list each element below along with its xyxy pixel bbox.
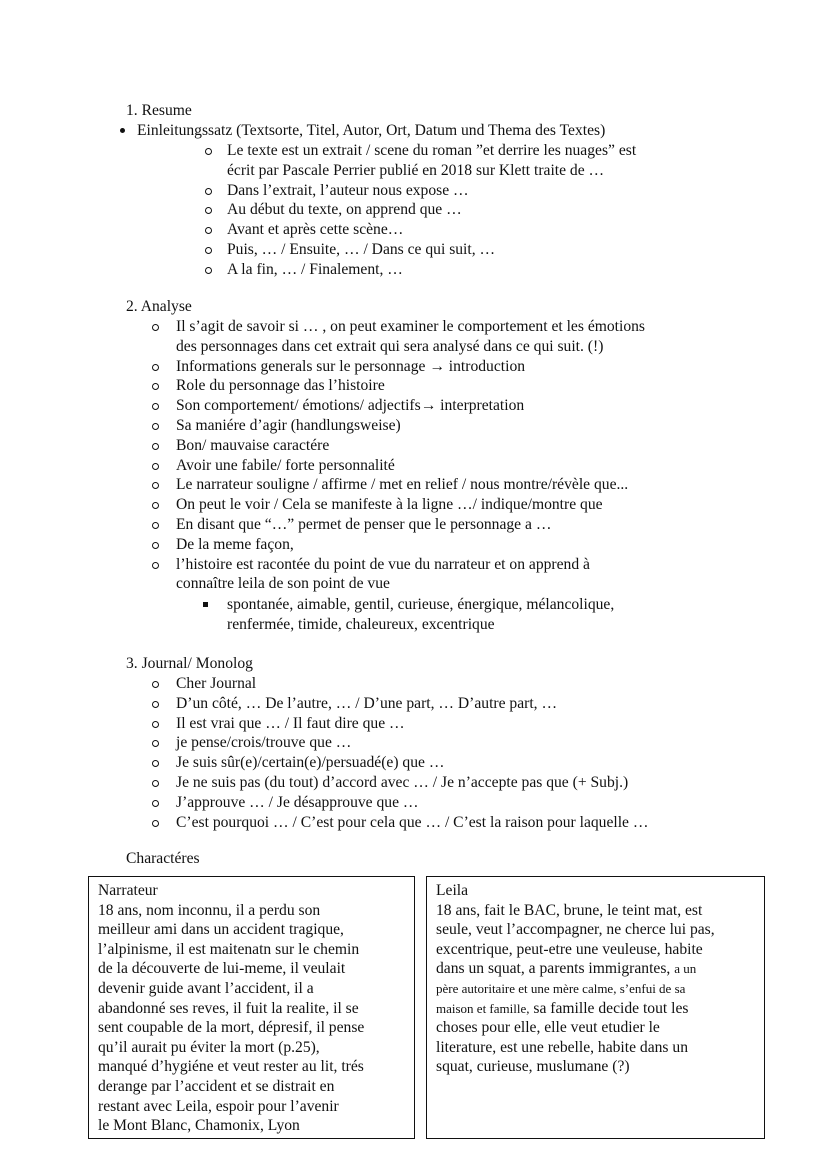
- circle-bullet-icon: [152, 780, 159, 787]
- list-item-text: Il s’agit de savoir si … , on peut examiner le comportement et les émotions: [176, 318, 645, 335]
- list-item: [152, 555, 645, 575]
- circle-bullet-icon: [205, 227, 212, 234]
- narrateur-line: restant avec Leila, espoir pour l’avenir: [98, 1097, 339, 1115]
- circle-bullet-icon: [205, 188, 212, 195]
- leila-line: père autoritaire et une mère calme, s’enfui de sa: [436, 980, 686, 996]
- list-item: [152, 337, 645, 357]
- list-item: [152, 376, 645, 396]
- list-item: [152, 773, 648, 793]
- list-item: [205, 260, 636, 280]
- list-item-text: Je suis sûr(e)/certain(e)/persuadé(e) que …: [176, 754, 445, 772]
- list-item: [152, 416, 645, 436]
- list-item: [152, 317, 645, 337]
- list-item-text: l’histoire est racontée du point de vue du narrateur et on apprend à: [176, 555, 590, 573]
- list-item: [205, 161, 636, 181]
- list-item-text: Dans l’extrait, l’auteur nous expose …: [227, 181, 469, 199]
- list-item-text: De la meme façon,: [176, 535, 294, 553]
- list-item: [152, 793, 648, 813]
- circle-bullet-icon: [152, 463, 159, 470]
- leila-description: [436, 901, 758, 1077]
- list-item-text: Cher Journal: [176, 675, 257, 692]
- circle-bullet-icon: [205, 267, 212, 274]
- list-item: [205, 200, 636, 220]
- circle-bullet-icon: [152, 820, 159, 827]
- list-item-text: Avoir une fabile/ forte personnalité: [176, 456, 395, 474]
- circle-bullet-icon: [205, 148, 212, 155]
- circle-bullet-icon: [205, 207, 212, 214]
- resume-title: 1. Resume: [126, 102, 192, 119]
- list-item: [152, 535, 645, 555]
- circle-bullet-icon: [152, 740, 159, 747]
- circle-bullet-icon: [152, 721, 159, 728]
- list-item-text: On peut le voir / Cela se manifeste à la ligne …/ indique/montre que: [176, 496, 603, 514]
- circle-bullet-icon: [152, 760, 159, 767]
- list-item-text: Son comportement/ émotions/ adjectifs→ interpretation: [176, 397, 525, 415]
- list-item: [152, 753, 648, 773]
- circle-bullet-icon: [152, 502, 159, 509]
- narrateur-box: [88, 876, 415, 1139]
- list-item-text: Avant et après cette scène…: [227, 221, 404, 239]
- narrateur-line: qu’il aurait pu éviter la mort (p.25),: [98, 1038, 320, 1056]
- circle-bullet-icon: [152, 324, 159, 331]
- list-item: [203, 615, 614, 635]
- leila-box: [426, 876, 765, 1139]
- list-item: [152, 396, 645, 416]
- list-item-text: spontanée, aimable, gentil, curieuse, énergique, mélancolique,: [227, 596, 615, 613]
- list-item-text: connaître leila de son point de vue: [176, 575, 390, 593]
- narrateur-description: [98, 901, 408, 1136]
- list-item: [205, 220, 636, 240]
- list-item: [152, 813, 648, 833]
- list-item: [152, 694, 648, 714]
- circle-bullet-icon: [152, 542, 159, 549]
- list-item-text: je pense/crois/trouve que …: [176, 734, 352, 752]
- leila-line: excentrique, peut-etre une veuleuse, habite: [436, 940, 703, 958]
- list-item: [152, 436, 645, 456]
- list-item-text: Informations generals sur le personnage → introduction: [176, 357, 526, 375]
- narrateur-line: de la découverte de lui-meme, il veulait: [98, 960, 346, 978]
- leila-line: seule, veut l’accompagner, ne cherce lui pas,: [436, 921, 715, 939]
- journal-title: 3. Journal/ Monolog: [126, 655, 253, 672]
- circle-bullet-icon: [152, 562, 159, 569]
- narrateur-line: devenir guide avant l’accident, il a: [98, 979, 314, 997]
- narrateur-line: manqué d’hygiéne et veut rester au lit, trés: [98, 1058, 364, 1076]
- list-item-text: C’est pourquoi … / C’est pour cela que … / C’est la raison pour laquelle …: [176, 813, 649, 831]
- list-item-text: J’approuve … / Je désapprouve que …: [176, 793, 419, 811]
- list-item: [152, 674, 648, 694]
- circle-bullet-icon: [152, 403, 159, 410]
- leila-line: choses pour elle, elle veut etudier le: [436, 1019, 660, 1037]
- circle-bullet-icon: [152, 800, 159, 807]
- circle-bullet-icon: [152, 482, 159, 489]
- list-item-text: A la fin, … / Finalement, …: [227, 260, 403, 278]
- circle-bullet-icon: [152, 383, 159, 390]
- analyse-sublist: [203, 595, 614, 635]
- list-item: [152, 475, 645, 495]
- narrateur-line: derange par l’accident et se distrait en: [98, 1077, 335, 1095]
- resume-intro-bullet: [117, 121, 605, 141]
- leila-line: squat, curieuse, muslumane (?): [436, 1058, 630, 1076]
- resume-list: [205, 141, 636, 280]
- list-item-text: Il est vrai que … / Il faut dire que …: [176, 714, 405, 732]
- list-item: [152, 733, 648, 753]
- analyse-title: 2. Analyse: [126, 298, 192, 315]
- list-item-text: renfermée, timide, chaleureux, excentrique: [227, 615, 495, 633]
- circle-bullet-icon: [152, 681, 159, 688]
- list-item: [152, 574, 645, 594]
- list-item-text: Le narrateur souligne / affirme / met en relief / nous montre/révèle que...: [176, 476, 629, 494]
- square-bullet-icon: [203, 602, 208, 607]
- list-item-text: Le texte est un extrait / scene du roman ”et derrire les nuages” est: [227, 142, 637, 159]
- resume-intro-text: Einleitungssatz (Textsorte, Titel, Autor, Ort, Datum und Thema des Textes): [137, 122, 606, 139]
- narrateur-name: Narrateur: [98, 882, 158, 899]
- circle-bullet-icon: [152, 364, 159, 371]
- list-item-text: D’un côté, … De l’autre, … / D’une part, … D’autre part, …: [176, 694, 558, 712]
- list-item: [152, 456, 645, 476]
- circle-bullet-icon: [152, 701, 159, 708]
- narrateur-line: abandonné ses reves, il fuit la realite, il se: [98, 999, 359, 1017]
- circle-bullet-icon: [152, 423, 159, 430]
- list-item-text: Sa maniére d’agir (handlungsweise): [176, 416, 401, 434]
- list-item-text: Bon/ mauvaise caractére: [176, 436, 330, 454]
- list-item-text: En disant que “…” permet de penser que le personnage a …: [176, 515, 552, 533]
- list-item: [152, 515, 645, 535]
- list-item-text: Role du personnage das l’histoire: [176, 377, 385, 395]
- list-item: [205, 240, 636, 260]
- leila-line: 18 ans, fait le BAC, brune, le teint mat, est: [436, 901, 703, 919]
- narrateur-line: meilleur ami dans un accident tragique,: [98, 921, 344, 939]
- leila-name: Leila: [436, 882, 469, 899]
- list-item-text: écrit par Pascale Perrier publié en 2018 sur Klett traite de …: [227, 161, 605, 179]
- leila-line: maison et famille, sa famille decide tout les: [436, 999, 689, 1017]
- circle-bullet-icon: [152, 522, 159, 529]
- circle-bullet-icon: [205, 247, 212, 254]
- narrateur-line: le Mont Blanc, Chamonix, Lyon: [98, 1117, 300, 1135]
- list-item-text: Au début du texte, on apprend que …: [227, 201, 462, 219]
- list-item: [203, 595, 614, 615]
- narrateur-line: l’alpinisme, il est maitenatn sur le chemin: [98, 940, 360, 958]
- leila-line: dans un squat, a parents immigrantes, a un: [436, 960, 697, 978]
- list-item: [152, 495, 645, 515]
- circle-bullet-icon: [152, 443, 159, 450]
- list-item: [205, 141, 636, 161]
- list-item-text: des personnages dans cet extrait qui sera analysé dans ce qui suit. (!): [176, 337, 604, 355]
- narrateur-line: sent coupable de la mort, dépresif, il pense: [98, 1019, 365, 1037]
- analyse-list: [152, 317, 645, 594]
- list-item: [152, 357, 645, 377]
- list-item-text: Puis, … / Ensuite, … / Dans ce qui suit, …: [227, 240, 496, 258]
- journal-list: [152, 674, 648, 832]
- list-item: [205, 181, 636, 201]
- bullet-icon: [120, 128, 125, 133]
- leila-line: literature, est une rebelle, habite dans un: [436, 1038, 688, 1056]
- narrateur-line: 18 ans, nom inconnu, il a perdu son: [98, 901, 321, 919]
- characters-title: Charactéres: [126, 850, 200, 867]
- list-item: [152, 714, 648, 734]
- list-item-text: Je ne suis pas (du tout) d’accord avec … / Je n’accepte pas que (+ Subj.): [176, 773, 629, 791]
